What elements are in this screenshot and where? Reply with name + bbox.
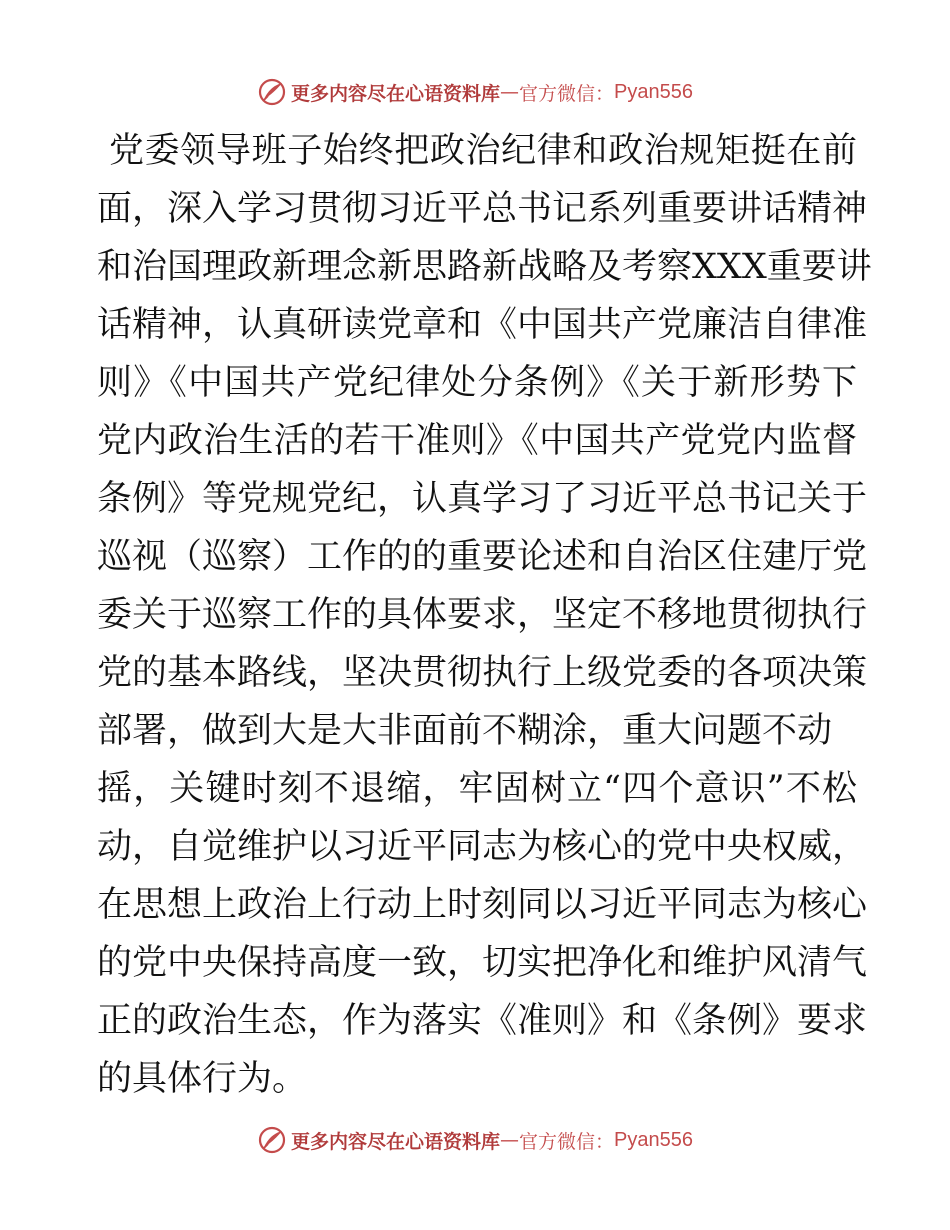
paragraph-line: 党的基本路线，坚决贯彻执行上级党委的各项决策	[97, 653, 868, 693]
paragraph-line: 党委领导班子始终把政治纪律和政治规矩挺在前	[109, 131, 857, 171]
footer-separator: —	[500, 1129, 520, 1151]
feather-pen-logo-icon	[257, 1125, 287, 1155]
header-separator: —	[500, 81, 520, 103]
paragraph-line: 话精神，认真研读党章和《中国共产党廉洁自律准	[97, 305, 868, 345]
paragraph-line: 动，自觉维护以习近平同志为核心的党中央权威，	[97, 827, 868, 867]
footer-brand-text: 更多内容尽在心语资料库	[291, 1130, 501, 1153]
body-paragraph	[97, 122, 872, 1108]
header-banner	[0, 72, 950, 112]
header-wechat-id: Pyan556	[614, 80, 693, 103]
paragraph-line: 的具体行为。	[97, 1059, 308, 1099]
paragraph-line: 和治国理政新理念新思路新战略及考察XXX重要讲	[97, 247, 872, 287]
header-brand-text: 更多内容尽在心语资料库	[291, 82, 501, 105]
paragraph-line: 则》《中国共产党纪律处分条例》《关于新形势下	[97, 363, 857, 403]
paragraph-line: 正的政治生态，作为落实《准则》和《条例》要求	[97, 1001, 868, 1041]
paragraph-line: 党内政治生活的若干准则》《中国共产党党内监督	[97, 421, 857, 461]
paragraph-line: 面，深入学习贯彻习近平总书记系列重要讲话精神	[97, 189, 868, 229]
paragraph-line: 部署，做到大是大非面前不糊涂，重大问题不动	[97, 711, 833, 751]
paragraph-line: 在思想上政治上行动上时刻同以习近平同志为核心	[97, 885, 868, 925]
paragraph-line: 条例》等党规党纪，认真学习了习近平总书记关于	[97, 479, 868, 519]
paragraph-line: 巡视（巡察）工作的的重要论述和自治区住建厅党	[97, 537, 868, 577]
footer-wechat-id: Pyan556	[614, 1128, 693, 1151]
paragraph-line: 委关于巡察工作的具体要求，坚定不移地贯彻执行	[97, 595, 868, 635]
footer-banner	[0, 1120, 950, 1160]
footer-wechat-label: 官方微信：	[519, 1130, 615, 1153]
feather-pen-logo-icon	[257, 77, 287, 107]
paragraph-line: 的党中央保持高度一致，切实把净化和维护风清气	[97, 943, 868, 983]
paragraph-line: 摇，关键时刻不退缩，牢固树立“四个意识”不松	[97, 769, 857, 809]
header-wechat-label: 官方微信：	[519, 82, 615, 105]
